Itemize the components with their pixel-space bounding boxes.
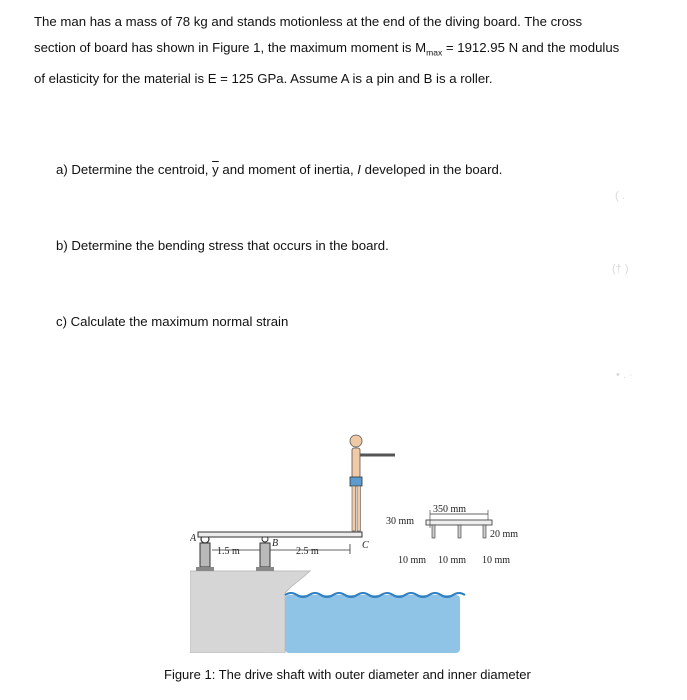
flange-label: 20 mm bbox=[490, 529, 519, 540]
problem-line-3: of elasticity for the material is E = 125 GPa. Assume A is a pin and B is a roller. bbox=[34, 70, 493, 86]
label-a: A bbox=[190, 533, 197, 544]
span2-label: 2.5 m bbox=[296, 546, 319, 557]
problem-line-2: section of board has shown in Figure 1, the maximum moment is $M_{max} = 1912.95$ N and the modulus bbox=[34, 39, 620, 58]
label-c: C bbox=[362, 540, 369, 551]
question-a: a) Determine the centroid, $\overline{y}$ and moment of inertia, I developed in the board. bbox=[56, 162, 503, 177]
problem-statement bbox=[34, 9, 676, 91]
question-c: c) Calculate the maximum normal strain bbox=[56, 314, 289, 329]
faint-mark-1: ( . bbox=[615, 190, 625, 202]
web-label-2: 10 mm bbox=[438, 555, 467, 566]
support-b-post bbox=[260, 543, 270, 567]
question-b: b) Determine the bending stress that occurs in the board. bbox=[56, 238, 389, 253]
moment-subscript: max bbox=[426, 47, 443, 58]
centroid-symbol: $\overline{y}$ bbox=[212, 162, 219, 177]
diving-board bbox=[198, 532, 362, 537]
support-b-base bbox=[256, 567, 274, 571]
inertia-symbol: I bbox=[357, 162, 361, 177]
faint-mark-3: • . · bbox=[616, 369, 633, 381]
figure-svg bbox=[190, 428, 550, 653]
web-label-1: 10 mm bbox=[398, 555, 427, 566]
web-label-3: 10 mm bbox=[482, 555, 511, 566]
faint-mark-2: († ) bbox=[612, 263, 629, 275]
diving-board-figure bbox=[190, 428, 550, 653]
water bbox=[285, 595, 460, 653]
support-a-post bbox=[200, 543, 210, 567]
width-label: 350 mm bbox=[433, 504, 467, 515]
label-b: B bbox=[272, 538, 279, 549]
depth-label: 30 mm bbox=[386, 516, 415, 527]
span1-label: 1.5 m bbox=[217, 546, 240, 557]
figure-caption: Figure 1: The drive shaft with outer diameter and inner diameter bbox=[164, 667, 531, 682]
problem-line-1: The man has a mass of 78 kg and stands motionless at the end of the diving board. The cross bbox=[34, 14, 583, 29]
support-a-base bbox=[196, 567, 214, 571]
